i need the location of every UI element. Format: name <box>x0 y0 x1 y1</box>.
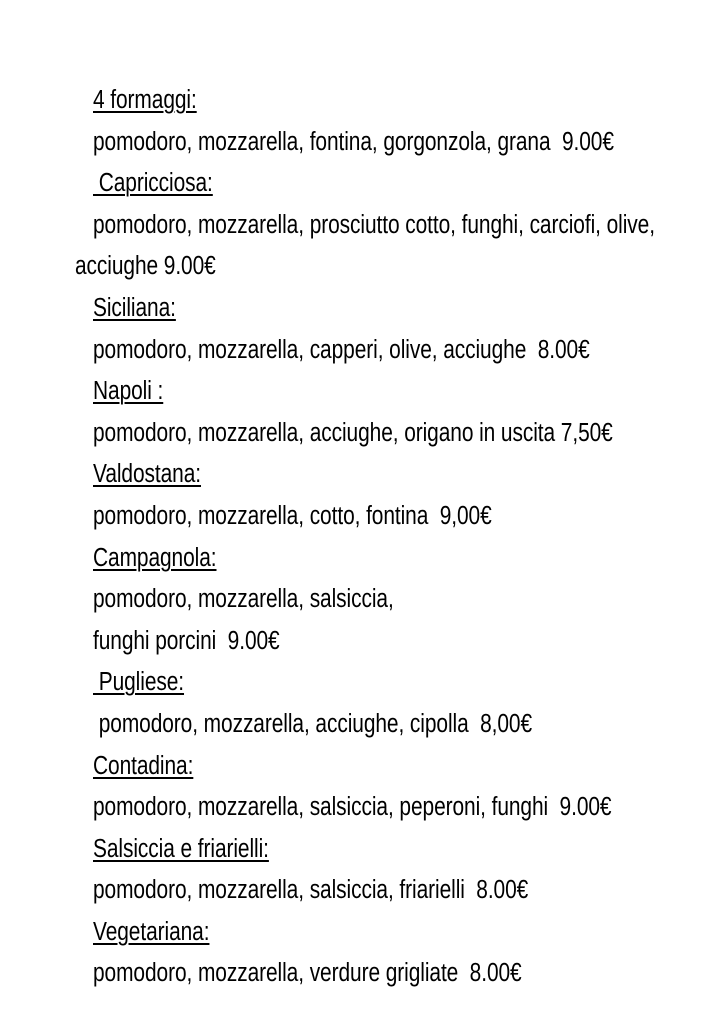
pizza-ingredients-line: funghi porcini 9.00€ <box>93 626 280 655</box>
pizza-ingredients-line: pomodoro, mozzarella, salsiccia, peperoni, funghi 9.00€ <box>93 793 612 822</box>
pizza-ingredients-line: acciughe 9.00€ <box>75 252 216 281</box>
pizza-name-heading: Capricciosa: <box>93 169 213 198</box>
pizza-ingredients-line: pomodoro, mozzarella, salsiccia, <box>93 585 394 614</box>
pizza-ingredients-line: pomodoro, mozzarella, fontina, gorgonzola, grana 9.00€ <box>93 127 614 156</box>
pizza-name-heading: Valdostana: <box>93 460 201 489</box>
pizza-name-heading: Contadina: <box>93 751 194 780</box>
pizza-ingredients-line: pomodoro, mozzarella, verdure grigliate 8.00€ <box>93 959 522 988</box>
pizza-name-heading: Salsiccia e friarielli: <box>93 834 269 863</box>
pizza-name-heading: Vegetariana: <box>93 917 210 946</box>
pizza-ingredients-line: pomodoro, mozzarella, prosciutto cotto, funghi, carciofi, olive, <box>93 210 655 239</box>
pizza-ingredients-line: pomodoro, mozzarella, salsiccia, friarielli 8.00€ <box>93 876 529 905</box>
pizza-name-heading: Pugliese: <box>93 668 185 697</box>
pizza-name-heading: Campagnola: <box>93 543 217 572</box>
pizza-ingredients-line: pomodoro, mozzarella, capperi, olive, acciughe 8.00€ <box>93 335 590 364</box>
pizza-name-heading: Siciliana: <box>93 293 176 322</box>
pizza-name-heading: 4 formaggi: <box>93 86 197 114</box>
pizza-ingredients-line: pomodoro, mozzarella, acciughe, cipolla 8,00€ <box>93 709 532 738</box>
pizza-menu-text-block <box>75 80 685 995</box>
pizza-ingredients-line: pomodoro, mozzarella, cotto, fontina 9,00€ <box>93 501 492 530</box>
pizza-ingredients-line: pomodoro, mozzarella, acciughe, origano in uscita 7,50€ <box>93 418 613 447</box>
pizza-name-heading: Napoli : <box>93 377 164 406</box>
